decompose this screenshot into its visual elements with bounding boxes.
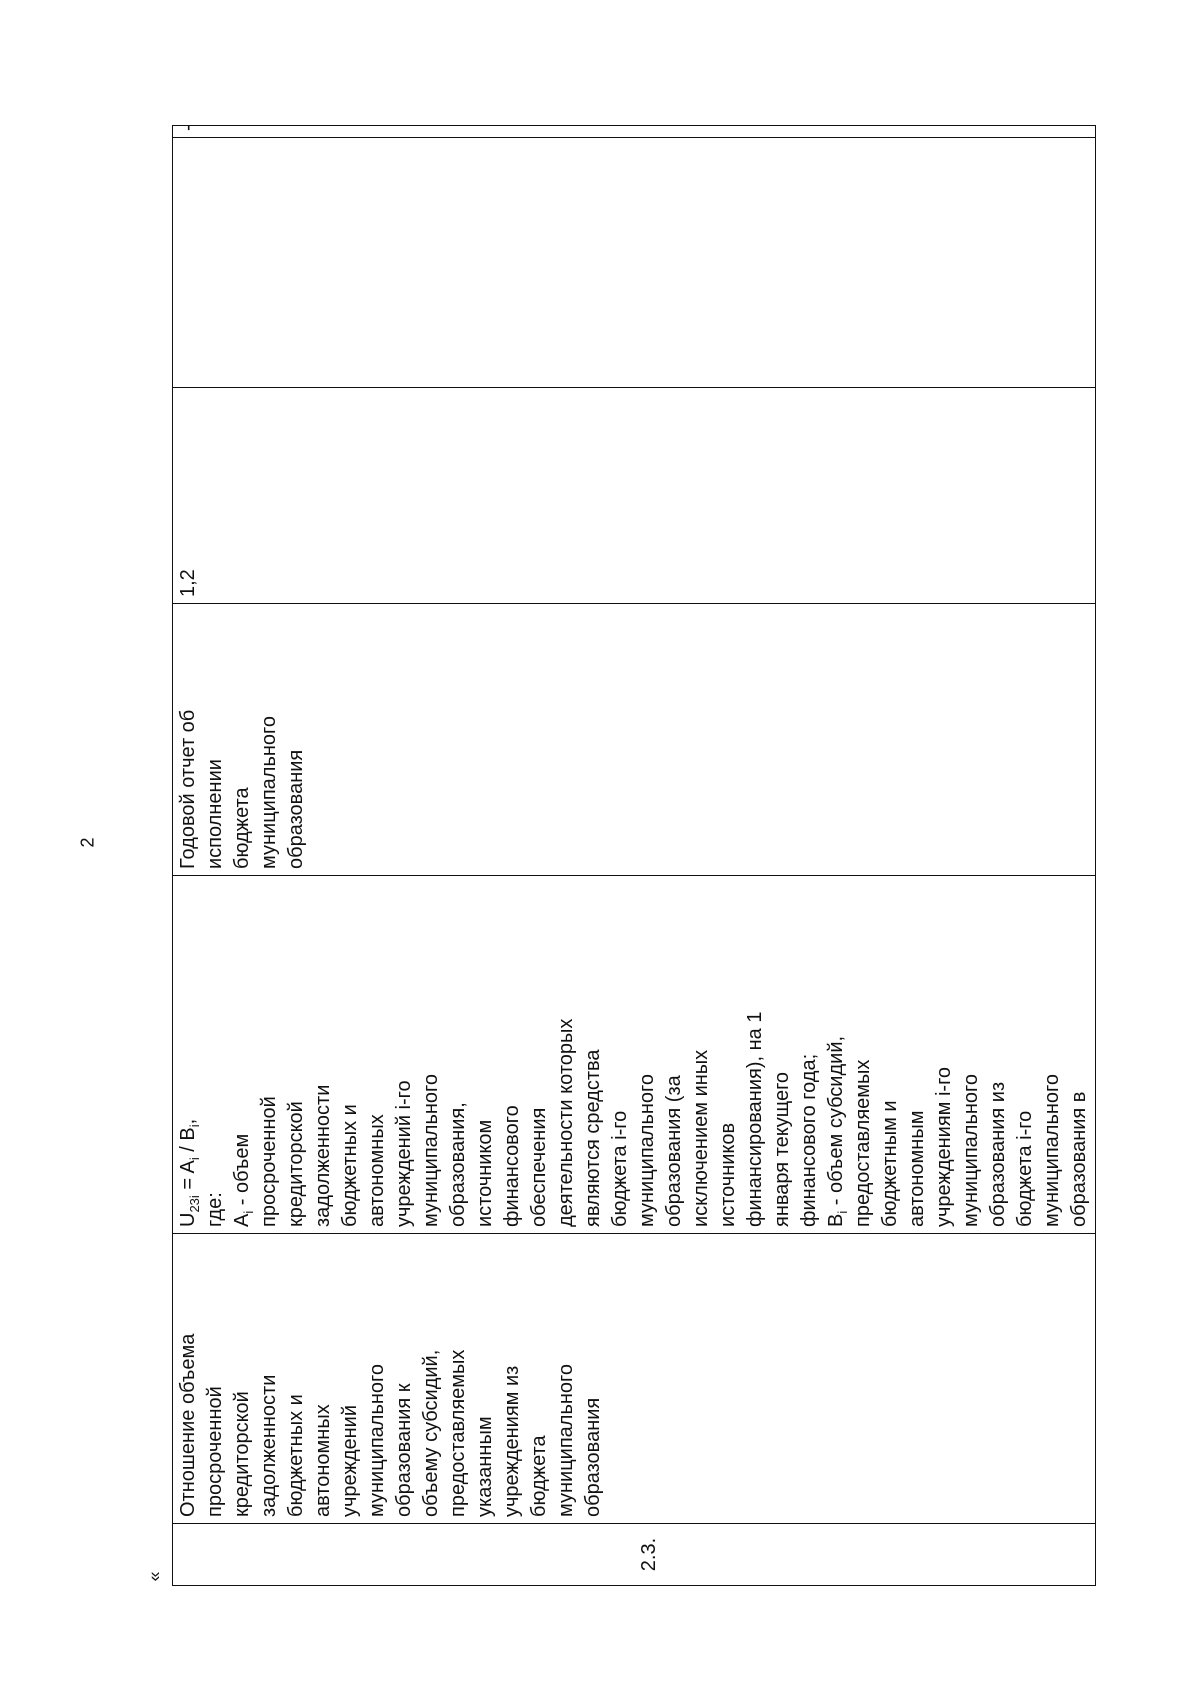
formula-lhs: U: [177, 1212, 199, 1227]
threshold-cell: [173, 138, 1096, 388]
page-number: 2: [77, 837, 98, 848]
formula-slash: / B: [177, 1127, 199, 1158]
table-row: [173, 126, 1096, 1586]
indicator-name: Отношение объема просроченной кредиторской задолженности бюджетных и автономных учреждений муниципального образования к объему субсидий, предоставляемых указанным учреждениям из бюджета муниципального образования: [177, 1333, 604, 1517]
formula-a-definition: [229, 882, 823, 1227]
formula-b-definition: [823, 882, 1093, 1227]
rotated-table-container: [172, 125, 1090, 1586]
formula-lhs-subscript: 23i: [187, 1195, 202, 1213]
row-number: 2.3.: [637, 1537, 660, 1572]
b-def-letter: B: [825, 1213, 847, 1227]
formula-line: [175, 882, 202, 1227]
indicators-table: [172, 125, 1096, 1586]
indicator-name-cell: [173, 1234, 1096, 1524]
a-def-text: - объем просроченной кредиторской задолженности бюджетных и автономных учреждений i-го муниципального образования, источником финансового обеспечения деятельности которых являются средства бюджета i-го муниципального образования (за исключением иных источников финансирования), на 1 января текущего финансового года;: [231, 1011, 820, 1227]
row-number-cell: [173, 1524, 1096, 1586]
formula-middle: = A: [177, 1160, 199, 1196]
b-def-text: - объем субсидий, предоставляемых бюджетным и автономным учреждениям i-го муниципального образования из бюджета i-го муниципального образования в: [825, 1035, 1090, 1227]
direction-cell: -: [173, 126, 1096, 138]
formula-b-subscript: i: [187, 1124, 202, 1128]
a-def-letter: A: [231, 1213, 253, 1227]
weight-value: 1,2: [177, 569, 199, 597]
formula-where: где:: [204, 1192, 226, 1227]
b-def-subscript: i: [835, 1210, 850, 1214]
formula-tail: ,: [177, 1118, 199, 1125]
weight-cell: [173, 388, 1096, 604]
source-text: Годовой отчет об исполнении бюджета муниципального образования: [177, 709, 307, 869]
formula-a-subscript: i: [187, 1157, 202, 1161]
formula-cell: [173, 876, 1096, 1234]
a-def-subscript: i: [241, 1210, 256, 1214]
open-quote-mark: «: [144, 1571, 165, 1582]
source-cell: [173, 604, 1096, 876]
